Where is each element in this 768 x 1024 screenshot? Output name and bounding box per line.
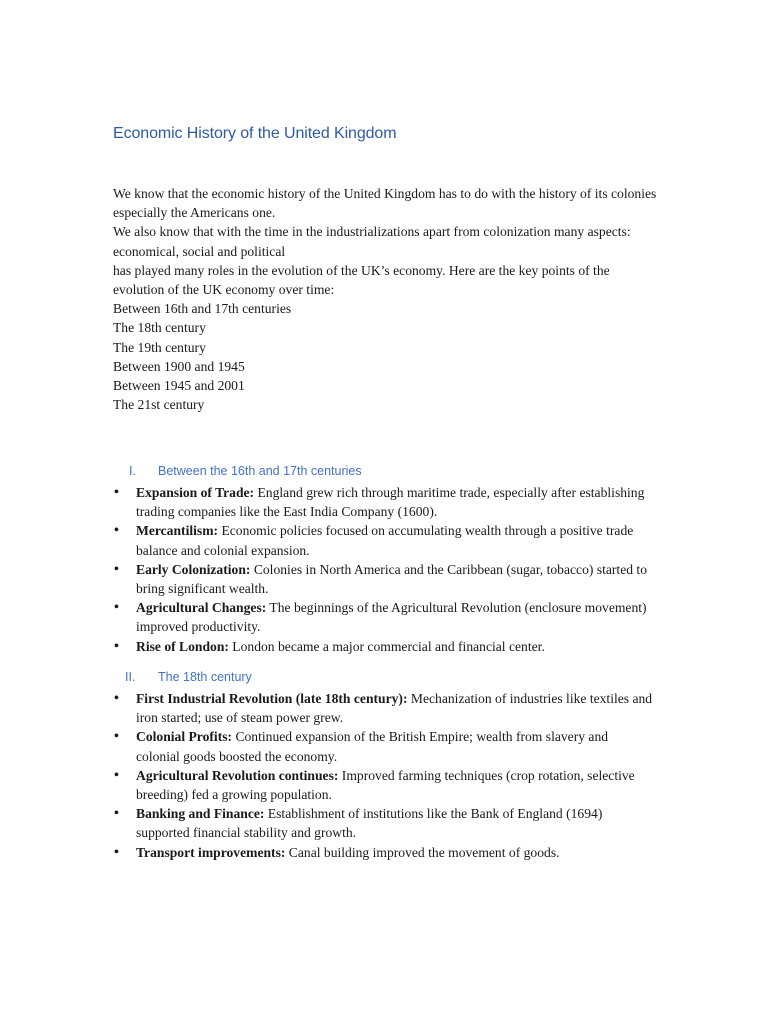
bullet-icon: • (114, 806, 119, 822)
bullet-term: Agricultural Changes: (136, 600, 267, 616)
bullet-term: Expansion of Trade: (136, 485, 255, 500)
bullet-item (114, 637, 654, 656)
bullet-term: Transport improvements: (136, 844, 286, 860)
bullet-text: Economic policies focused on accumulating wealth through a positive trade balance and colonial expansion. (136, 523, 634, 558)
period-item: Between 1900 and 1945 (113, 358, 245, 374)
bullet-text: England grew rich through maritime trade, especially after establishing trading companies like the East India Company (1600). (136, 485, 645, 520)
bullet-icon: • (114, 561, 119, 577)
bullet-item (114, 766, 654, 804)
bullet-item (114, 804, 654, 842)
bullet-item (114, 598, 654, 636)
bullet-item (114, 727, 654, 765)
bullet-text: Mechanization of industries like textiles and iron started; use of steam power grew. (136, 691, 653, 726)
intro-paragraph: We know that the economic history of the United Kingdom has to do with the history of its colonies especially the Americans one. (113, 186, 657, 221)
bullet-icon: • (114, 767, 119, 783)
section-heading (129, 464, 362, 478)
period-item: The 21st century (113, 397, 205, 413)
bullet-term: Rise of London: (136, 638, 229, 654)
bullet-icon: • (114, 691, 119, 706)
document-title: Economic History of the United Kingdom (113, 125, 397, 142)
bullet-item (114, 483, 654, 521)
period-list (113, 299, 658, 414)
bullet-item (114, 521, 654, 559)
period-item: Between 16th and 17th centuries (113, 301, 292, 317)
bullet-text: The beginnings of the Agricultural Revolution (enclosure movement) improved productivity. (136, 600, 647, 635)
section-bullet-list (114, 689, 654, 862)
bullet-term: Mercantilism: (136, 523, 219, 539)
bullet-text: Establishment of institutions like the Bank of England (1694) supported financial stability and growth. (136, 806, 603, 841)
bullet-term: Agricultural Revolution continues: (136, 767, 339, 783)
intro-paragraph: has played many roles in the evolution of the UK’s economy. Here are the key points of the evolution of the UK economy over time: (113, 262, 610, 298)
period-item: The 19th century (113, 339, 206, 355)
intro-paragraph: We also know that with the time in the industrializations apart from colonization many aspects: economical, social and political (113, 224, 631, 259)
bullet-term: Colonial Profits: (136, 729, 233, 745)
section-title: The 18th century (158, 670, 252, 684)
section-number: I. (129, 464, 136, 478)
bullet-text: Improved farming techniques (crop rotation, selective breeding) fed a growing population. (136, 767, 635, 803)
bullet-term: Banking and Finance: (136, 806, 265, 822)
bullet-item (114, 560, 654, 598)
bullet-icon: • (114, 844, 119, 860)
bullet-icon: • (114, 485, 119, 500)
bullet-text: Canal building improved the movement of goods. (285, 844, 560, 860)
period-item: The 18th century (113, 320, 206, 336)
intro-block (113, 184, 658, 414)
bullet-icon: • (114, 523, 119, 539)
bullet-term: First Industrial Revolution (late 18th century): (136, 691, 408, 706)
bullet-text: London became a major commercial and financial center. (228, 638, 545, 654)
bullet-icon: • (114, 600, 119, 616)
bullet-item (114, 689, 654, 727)
section-heading (125, 670, 252, 684)
period-item: Between 1945 and 2001 (113, 378, 245, 394)
section-title: Between the 16th and 17th centuries (158, 464, 362, 478)
bullet-icon: • (114, 638, 119, 654)
bullet-text: Colonies in North America and the Caribbean (sugar, tobacco) started to bring significant wealth. (136, 561, 647, 597)
bullet-item (114, 843, 654, 862)
bullet-term: Early Colonization: (136, 561, 251, 577)
bullet-icon: • (114, 729, 119, 745)
section-number: II. (125, 670, 136, 684)
bullet-text: Continued expansion of the British Empire; wealth from slavery and colonial goods boosted the economy. (136, 729, 609, 764)
section-bullet-list (114, 483, 654, 656)
